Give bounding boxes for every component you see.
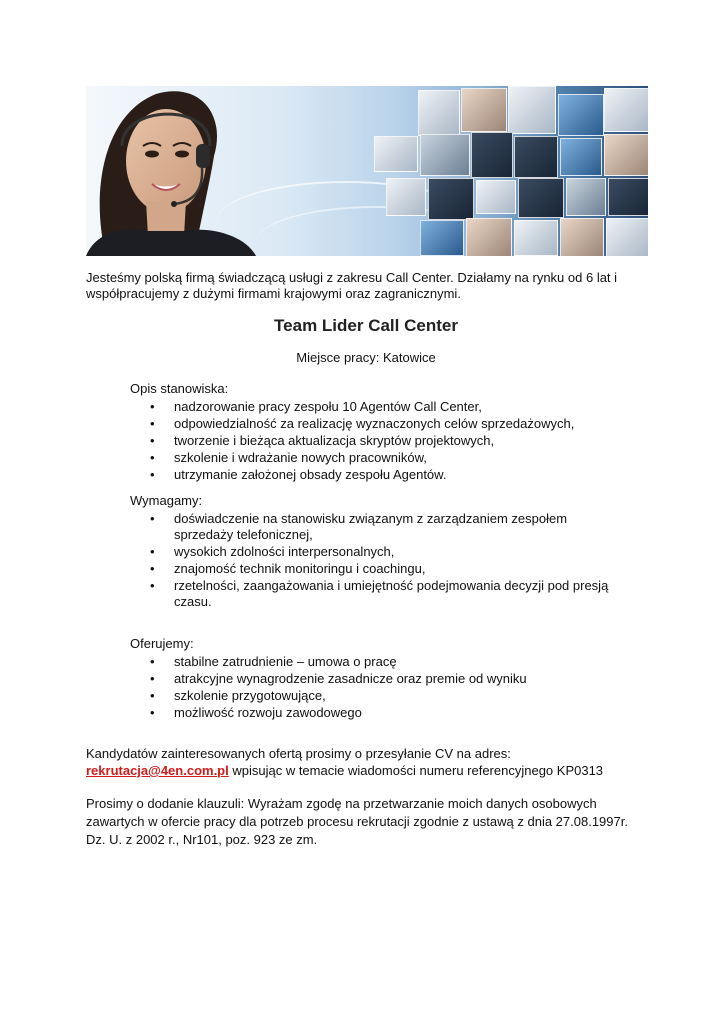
list-item: • wysokich zdolności interpersonalnych, — [174, 544, 640, 560]
offer-heading: Oferujemy: — [130, 636, 194, 651]
description-heading: Opis stanowiska: — [130, 381, 229, 396]
list-item: • szkolenie przygotowujące, — [174, 688, 640, 704]
requirements-list — [130, 511, 640, 610]
application-line: Kandydatów zainteresowanych ofertą prosimy o przesyłanie CV na adres: — [86, 746, 511, 761]
list-item: • odpowiedzialność za realizację wyznaczonych celów sprzedażowych, — [174, 416, 640, 432]
list-item: • nadzorowanie pracy zespołu 10 Agentów Call Center, — [174, 399, 640, 415]
list-item: • tworzenie i bieżąca aktualizacja skryptów projektowych, — [174, 433, 640, 449]
description-section — [130, 381, 640, 484]
application-instructions — [86, 745, 646, 779]
job-location: Miejsce pracy: Katowice — [296, 350, 436, 365]
list-item: • doświadczenie na stanowisku związanym z zarządzaniem zespołem sprzedaży telefonicznej, — [174, 511, 604, 543]
header-banner-image — [86, 86, 648, 256]
requirements-section — [130, 493, 640, 611]
offer-list — [130, 654, 640, 721]
application-reference: wpisując w temacie wiadomości numeru referencyjnego KP0313 — [228, 763, 604, 778]
description-list — [130, 399, 640, 483]
list-item: • utrzymanie założonej obsady zespołu Agentów. — [174, 467, 640, 483]
list-item: • znajomość technik monitoringu i coachingu, — [174, 561, 640, 577]
email-link[interactable]: rekrutacja@4en.com.pl — [86, 763, 229, 778]
requirements-heading: Wymagamy: — [130, 493, 203, 508]
job-title: Team Lider Call Center — [274, 316, 458, 335]
consent-clause: Prosimy o dodanie klauzuli: Wyrażam zgodę na przetwarzanie moich danych osobowych zawartych w ofercie pracy dla potrzeb procesu rekrutacji zgodnie z ustawą z dnia 27.08.1997r. Dz. U. z 2002 r., Nr101, poz. 923 ze zm. — [86, 796, 628, 847]
offer-section — [130, 636, 640, 722]
list-item: • rzetelności, zaangażowania i umiejętność podejmowania decyzji pod presją czasu. — [174, 578, 634, 610]
list-item: • możliwość rozwoju zawodowego — [174, 705, 640, 721]
list-item: • szkolenie i wdrażanie nowych pracowników, — [174, 450, 640, 466]
list-item: • atrakcyjne wynagrodzenie zasadnicze oraz premie od wyniku — [174, 671, 640, 687]
company-intro: Jesteśmy polską firmą świadczącą usługi z zakresu Call Center. Działamy na rynku od 6 lat i współpracujemy z dużymi firmami krajowymi oraz zagranicznymi. — [86, 270, 618, 301]
list-item: • stabilne zatrudnienie – umowa o pracę — [174, 654, 640, 670]
call-center-agent-illustration — [86, 86, 256, 256]
